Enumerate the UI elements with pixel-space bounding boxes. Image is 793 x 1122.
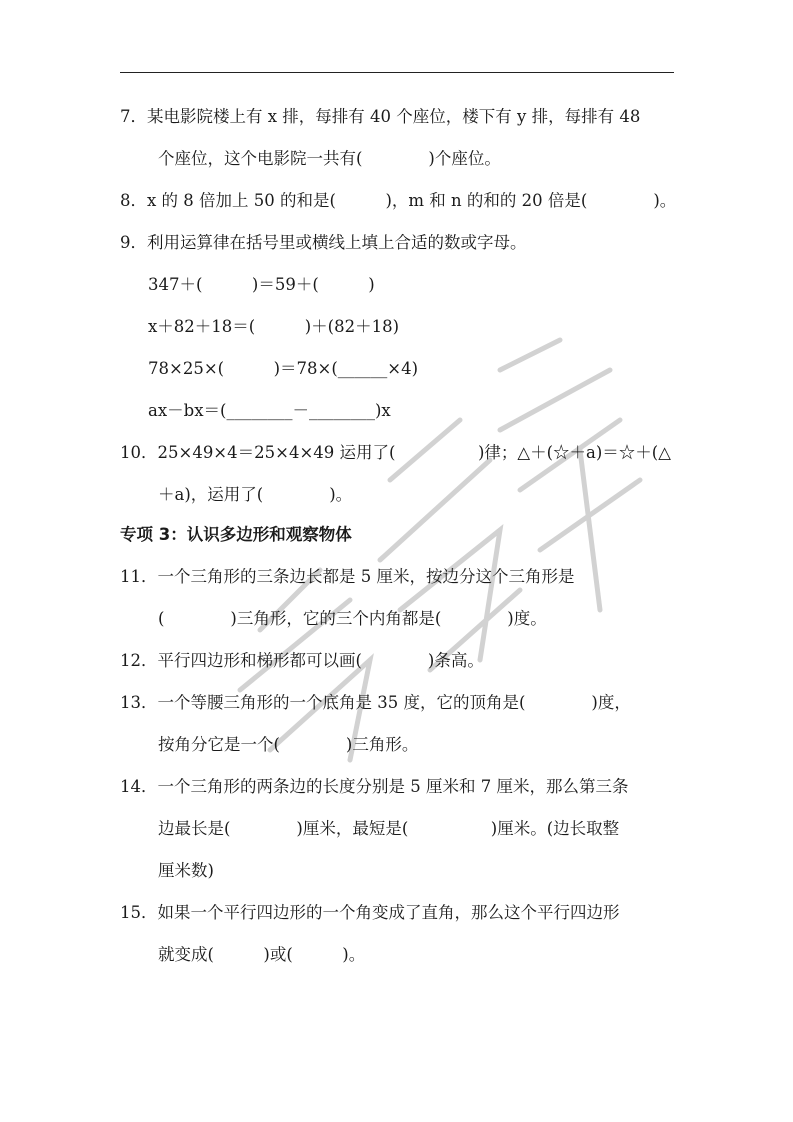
text-line-sec3: 专项 3：认识多边形和观察物体 xyxy=(120,525,352,544)
text-line-q14a: 14．一个三角形的两条边的长度分别是 5 厘米和 7 厘米，那么第三条 xyxy=(120,777,629,796)
text-line-q11b: ( )三角形，它的三个内角都是( )度。 xyxy=(158,609,547,628)
text-line-q15b: 就变成( )或( )。 xyxy=(158,945,366,964)
text-line-q15a: 15．如果一个平行四边形的一个角变成了直角，那么这个平行四边形 xyxy=(120,903,620,922)
text-line-q11a: 11．一个三角形的三条边长都是 5 厘米，按边分这个三角形是 xyxy=(120,567,575,586)
text-line-q13b: 按角分它是一个( )三角形。 xyxy=(158,735,419,754)
text-line-q9c: 78×25×( )＝78×(______×4) xyxy=(148,359,419,378)
text-line-q14c: 厘米数) xyxy=(158,861,214,880)
text-line-q7a: 7．某电影院楼上有 x 排，每排有 40 个座位，楼下有 y 排，每排有 48 xyxy=(120,107,641,126)
text-line-q7b: 个座位，这个电影院一共有( )个座位。 xyxy=(158,149,501,168)
text-line-q8: 8．x 的 8 倍加上 50 的和是( )，m 和 n 的和的 20 倍是( )。 xyxy=(120,191,677,210)
text-line-q9a: 347＋( )＝59＋( ) xyxy=(148,275,375,294)
text-line-q9: 9．利用运算律在括号里或横线上填上合适的数或字母。 xyxy=(120,233,527,252)
text-line-q10b: ＋a)，运用了( )。 xyxy=(158,485,353,504)
text-line-q13a: 13．一个等腰三角形的一个底角是 35 度，它的顶角是( )度， xyxy=(120,693,631,712)
text-line-q12: 12．平行四边形和梯形都可以画( )条高。 xyxy=(120,651,484,670)
text-line-q9d: ax－bx＝(________－________)x xyxy=(148,401,391,420)
text-line-q9b: x＋82＋18＝( )＋(82＋18) xyxy=(148,317,400,336)
text-line-q10a: 10．25×49×4＝25×4×49 运用了( )律；△＋(☆＋a)＝☆＋(△ xyxy=(120,443,671,462)
header-rule xyxy=(120,72,674,73)
text-line-q14b: 边最长是( )厘米，最短是( )厘米。(边长取整 xyxy=(158,819,620,838)
